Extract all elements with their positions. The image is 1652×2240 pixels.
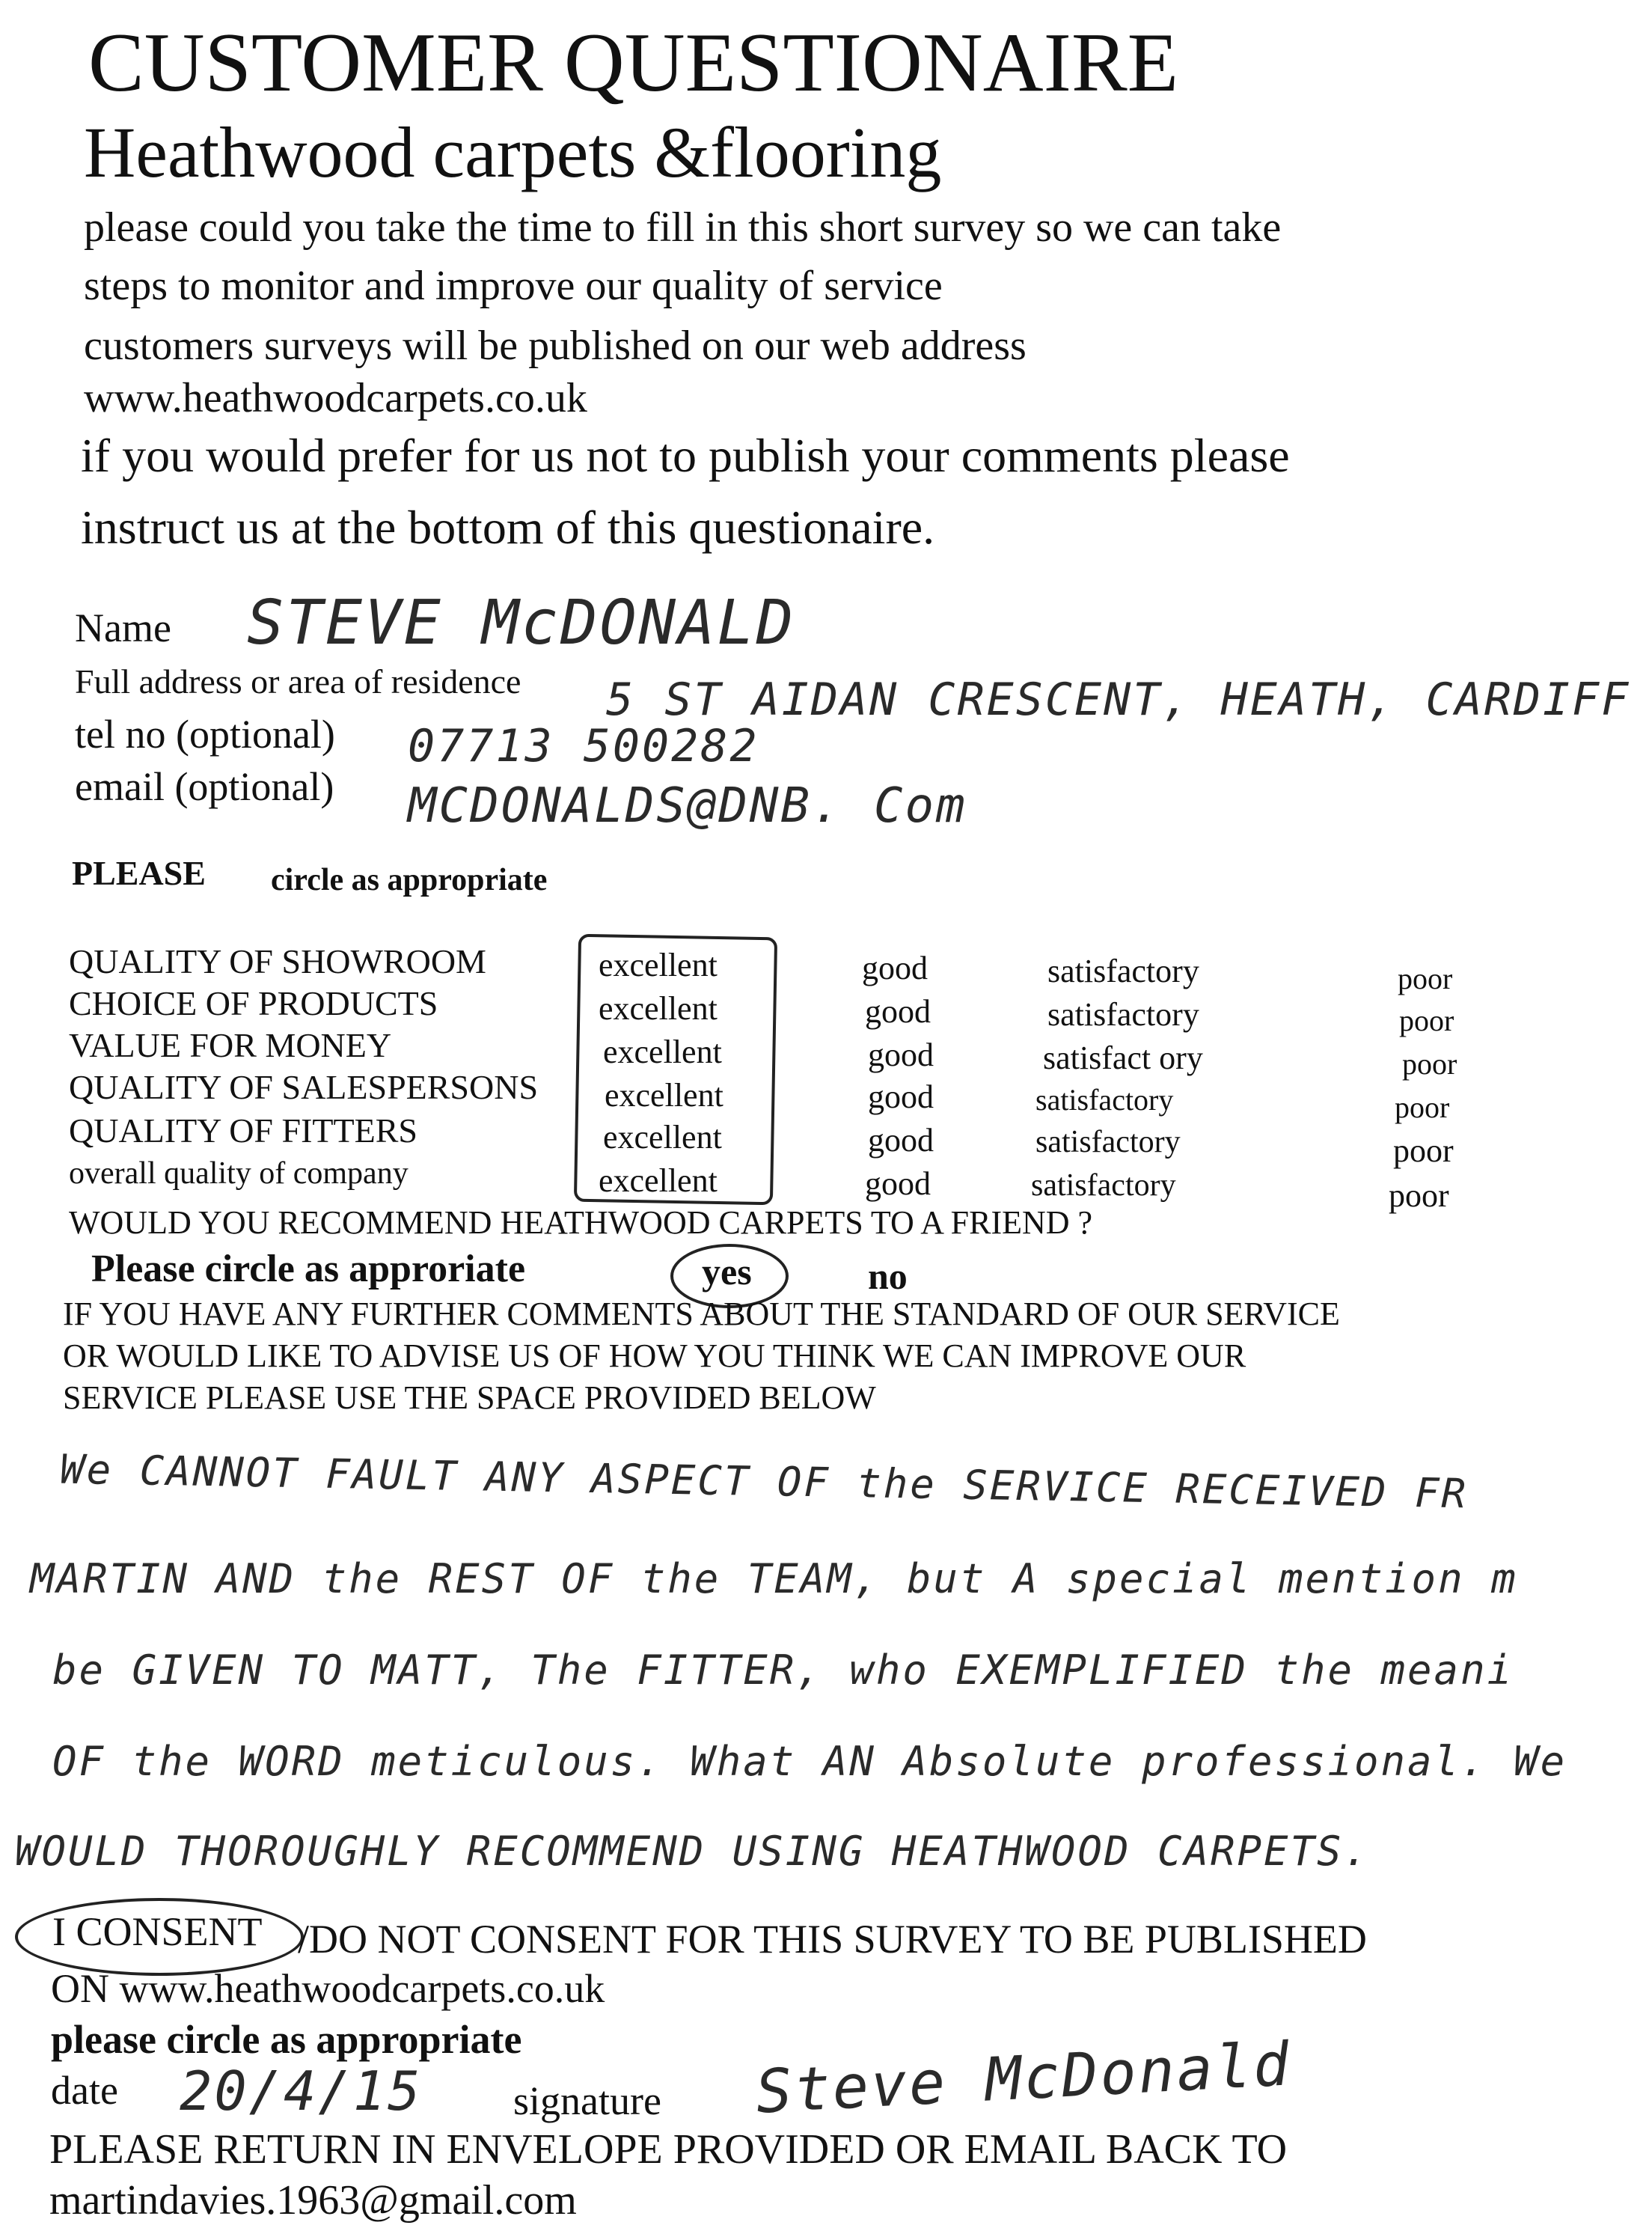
option-satisfactory-salespersons[interactable]: satisfactory bbox=[1035, 1083, 1174, 1117]
do-not-consent-option[interactable]: /DO NOT CONSENT FOR THIS SURVEY TO BE PUBLISHED bbox=[298, 1917, 1367, 1962]
intro-line-6: instruct us at the bottom of this questionaire. bbox=[81, 501, 935, 554]
option-satisfactory-showroom[interactable]: satisfactory bbox=[1047, 953, 1199, 989]
consent-circle-note: please circle as appropriate bbox=[51, 2017, 522, 2062]
option-poor-fitters[interactable]: poor bbox=[1393, 1132, 1454, 1169]
option-good-showroom[interactable]: good bbox=[862, 950, 928, 986]
company-name: Heathwood carpets &flooring bbox=[84, 112, 942, 192]
comment-line-3: be GIVEN TO MATT, The FITTER, who EXEMPLIFIED the meani bbox=[52, 1647, 1514, 1694]
option-excellent-fitters[interactable]: excellent bbox=[603, 1119, 722, 1156]
option-poor-value[interactable]: poor bbox=[1402, 1047, 1457, 1081]
recommend-yes[interactable]: yes bbox=[702, 1251, 752, 1293]
recommend-no[interactable]: no bbox=[868, 1255, 908, 1297]
option-satisfactory-company[interactable]: satisfactory bbox=[1031, 1168, 1176, 1203]
rating-label-fitters: QUALITY OF FITTERS bbox=[69, 1111, 417, 1150]
form-title: CUSTOMER QUESTIONAIRE bbox=[88, 16, 1179, 109]
rating-label-salespersons: QUALITY OF SALESPERSONS bbox=[69, 1068, 539, 1106]
address-label: Full address or area of residence bbox=[75, 662, 521, 701]
please-heading: PLEASE bbox=[72, 854, 206, 892]
name-field[interactable]: STEVE McDONALD bbox=[247, 588, 796, 659]
name-label: Name bbox=[75, 605, 171, 650]
option-satisfactory-fitters[interactable]: satisfactory bbox=[1035, 1125, 1181, 1159]
signature-label: signature bbox=[513, 2078, 661, 2123]
option-good-products[interactable]: good bbox=[865, 993, 931, 1030]
excellent-selection-box bbox=[574, 934, 777, 1206]
option-excellent-products[interactable]: excellent bbox=[599, 990, 718, 1027]
option-satisfactory-products[interactable]: satisfactory bbox=[1047, 996, 1199, 1033]
option-excellent-showroom[interactable]: excellent bbox=[599, 947, 718, 983]
signature-field[interactable]: Steve McDonald bbox=[754, 2029, 1294, 2127]
option-good-value[interactable]: good bbox=[868, 1037, 934, 1073]
email-label: email (optional) bbox=[75, 764, 334, 809]
option-excellent-salespersons[interactable]: excellent bbox=[605, 1077, 723, 1114]
option-good-fitters[interactable]: good bbox=[868, 1122, 934, 1159]
email-field[interactable]: MCDONALDS@DNB. Com bbox=[408, 778, 967, 834]
recommend-prompt: Please circle as approriate bbox=[91, 1248, 526, 1290]
return-email-link[interactable]: martindavies.1963@gmail.com bbox=[49, 2177, 577, 2224]
comment-line-1: We CANNOT FAULT ANY ASPECT OF the SERVICE RECEIVED FR bbox=[59, 1445, 1469, 1518]
comment-line-4: OF the WORD meticulous. What AN Absolute professional. We bbox=[52, 1738, 1567, 1785]
comments-prompt-3: SERVICE PLEASE USE THE SPACE PROVIDED BELOW bbox=[63, 1379, 876, 1416]
intro-website-link[interactable]: www.heathwoodcarpets.co.uk bbox=[84, 375, 587, 421]
option-good-salespersons[interactable]: good bbox=[868, 1078, 934, 1115]
option-excellent-value[interactable]: excellent bbox=[603, 1034, 722, 1070]
rating-label-company: overall quality of company bbox=[69, 1156, 409, 1191]
date-label: date bbox=[51, 2068, 118, 2113]
option-poor-salespersons[interactable]: poor bbox=[1395, 1090, 1450, 1124]
rating-label-products: CHOICE OF PRODUCTS bbox=[69, 984, 438, 1022]
comment-line-2: MARTIN AND the REST OF the TEAM, but A special mention m bbox=[30, 1555, 1518, 1602]
option-satisfactory-value[interactable]: satisfact ory bbox=[1043, 1040, 1203, 1076]
consent-website-line: ON www.heathwoodcarpets.co.uk bbox=[51, 1966, 605, 2011]
intro-line-3: customers surveys will be published on our web address bbox=[84, 323, 1027, 369]
tel-field[interactable]: 07713 500282 bbox=[408, 720, 759, 772]
option-poor-showroom[interactable]: poor bbox=[1398, 962, 1453, 995]
option-poor-products[interactable]: poor bbox=[1399, 1004, 1454, 1037]
intro-line-2: steps to monitor and improve our quality of service bbox=[84, 263, 943, 309]
rating-label-showroom: QUALITY OF SHOWROOM bbox=[69, 942, 486, 980]
comments-prompt-2: OR WOULD LIKE TO ADVISE US OF HOW YOU THINK WE CAN IMPROVE OUR bbox=[63, 1337, 1246, 1374]
option-good-company[interactable]: good bbox=[865, 1165, 931, 1202]
tel-label: tel no (optional) bbox=[75, 712, 335, 757]
comment-line-5: WOULD THOROUGHLY RECOMMEND USING HEATHWOOD CARPETS. bbox=[15, 1828, 1371, 1875]
consent-selection-circle bbox=[15, 1898, 304, 1976]
consent-option[interactable]: I CONSENT bbox=[52, 1909, 263, 1954]
address-field[interactable]: 5 ST AIDAN CRESCENT, HEATH, CARDIFF bbox=[606, 674, 1631, 726]
option-poor-company[interactable]: poor bbox=[1389, 1177, 1449, 1214]
option-excellent-company[interactable]: excellent bbox=[599, 1162, 718, 1199]
recommend-question: WOULD YOU RECOMMEND HEATHWOOD CARPETS TO A FRIEND ? bbox=[69, 1204, 1093, 1241]
rating-label-value: VALUE FOR MONEY bbox=[69, 1026, 392, 1064]
comments-prompt-1: IF YOU HAVE ANY FURTHER COMMENTS ABOUT THE STANDARD OF OUR SERVICE bbox=[63, 1296, 1340, 1332]
circle-instruction: circle as appropriate bbox=[271, 863, 548, 897]
return-instruction: PLEASE RETURN IN ENVELOPE PROVIDED OR EMAIL BACK TO bbox=[49, 2126, 1288, 2173]
date-field[interactable]: 20/4/15 bbox=[180, 2060, 423, 2122]
intro-line-5: if you would prefer for us not to publish your comments please bbox=[81, 429, 1290, 482]
intro-line-1: please could you take the time to fill in this short survey so we can take bbox=[84, 204, 1282, 251]
